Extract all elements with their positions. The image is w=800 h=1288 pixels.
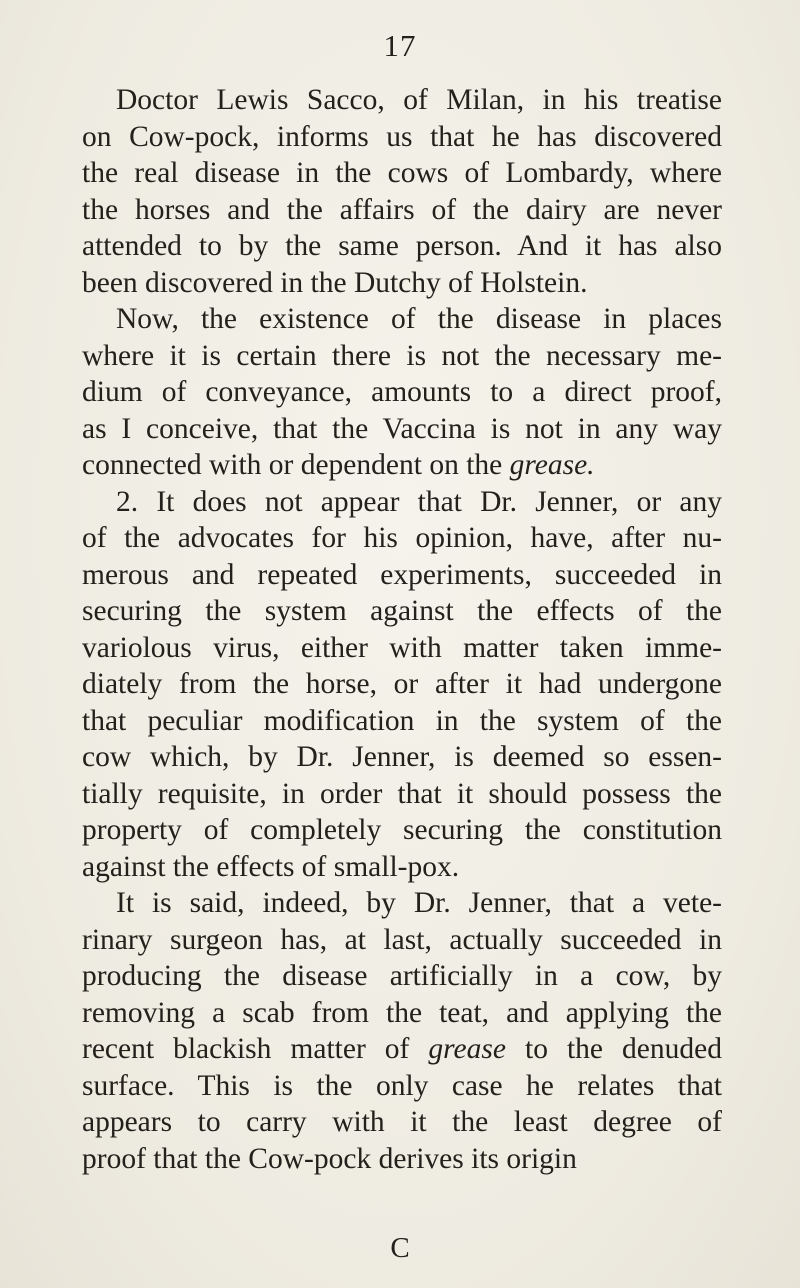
text-line [82,228,722,265]
text-line [82,155,722,192]
text-run: on Cow-pock, informs us that he has discovered [82,120,722,153]
text-line [82,301,722,338]
text-run: dium of conveyance, amounts to a direct proof, [82,376,722,408]
text-line [82,849,722,886]
text-line [82,1068,722,1105]
text-line [82,922,722,959]
text-line [82,82,722,119]
text-line [82,812,722,849]
italic-run: grease. [509,449,595,481]
text-line [82,411,722,448]
text-line [82,447,722,484]
text-line [82,119,722,156]
text-line [82,666,722,703]
text-run: tially requisite, in order that it should possess the [82,777,722,810]
text-line [82,520,722,557]
text-run: cow which, by Dr. Jenner, is deemed so essen- [82,741,722,773]
text-run: proof that the Cow-pock derives its origin [82,1142,577,1175]
text-line [82,776,722,813]
text-run: variolous virus, either with matter taken imme- [82,631,722,664]
text-run: the real disease in the cows of Lombardy, where [82,157,722,189]
text-line [82,338,722,375]
text-line [82,703,722,740]
text-run: connected with or dependent on the [82,449,510,481]
text-line [82,1141,722,1178]
text-line [82,995,722,1032]
text-run: attended to by the same person. And it has also [82,230,722,262]
text-run: surface. This is the only case he relates that [82,1069,722,1102]
text-run: appears to carry with it the least degree of [82,1106,722,1138]
text-run: producing the disease artificially in a cow, by [82,960,722,992]
text-run: as I conceive, that the Vaccina is not in any way [82,412,722,445]
text-line [82,739,722,776]
text-run: that peculiar modification in the system of the [82,704,722,737]
text-run: Doctor Lewis Sacco, of Milan, in his treatise [116,84,722,116]
text-run: removing a scab from the teat, and applying the [82,996,722,1029]
text-line [82,557,722,594]
text-line [82,374,722,411]
text-run: rinary surgeon has, at last, actually succeeded in [82,923,722,956]
body-text [82,82,722,1177]
page-number: 17 [383,28,417,63]
text-run: diately from the horse, or after it had undergone [82,668,722,700]
text-run: the horses and the affairs of the dairy are never [82,193,722,226]
text-run: merous and repeated experiments, succeeded in [82,558,722,591]
text-line [82,958,722,995]
text-run: recent blackish matter of [82,1033,429,1065]
text-line [82,484,722,521]
text-line [82,630,722,667]
text-run: It is said, indeed, by Dr. Jenner, that a vete- [116,887,722,919]
text-run: of the advocates for his opinion, have, after nu- [82,522,722,554]
text-line [82,192,722,229]
text-run: securing the system against the effects of the [82,595,722,627]
signature-mark: C [390,1232,410,1264]
text-run: where it is certain there is not the necessary me- [82,339,722,372]
text-run: 2. It does not appear that Dr. Jenner, or any [116,485,722,518]
text-run: been discovered in the Dutchy of Holstein. [82,266,588,299]
italic-run: grease [428,1033,506,1065]
text-line [82,1031,722,1068]
text-line [82,885,722,922]
text-run: Now, the existence of the disease in places [116,303,722,335]
text-line [82,265,722,302]
text-line [82,1104,722,1141]
text-line [82,593,722,630]
text-run: property of completely securing the constitution [82,814,722,846]
text-run: against the effects of small-pox. [82,850,460,883]
text-run-after: to the denuded [505,1033,722,1065]
